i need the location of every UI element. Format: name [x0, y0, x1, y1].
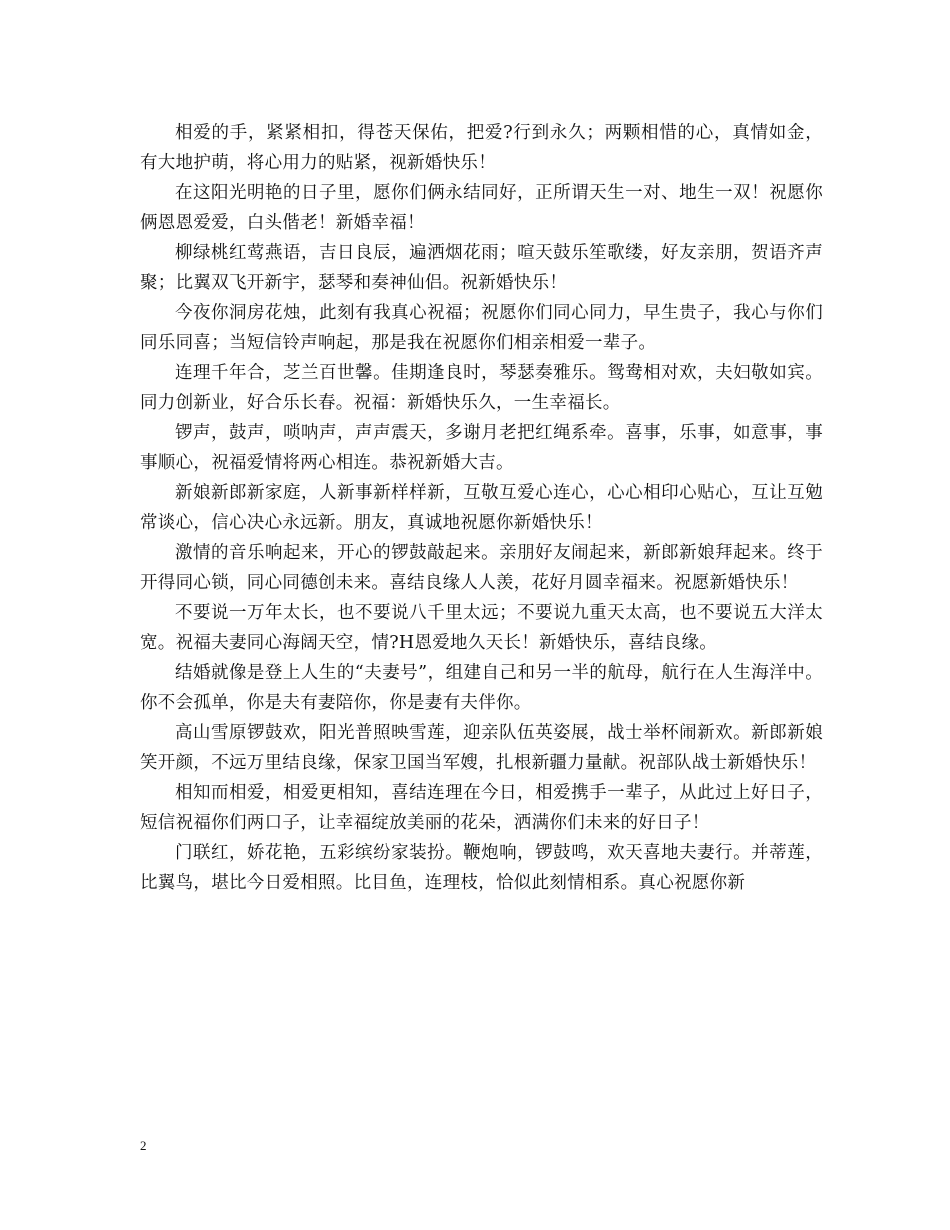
paragraph: 连理千年合，芝兰百世馨。佳期逢良时，琴瑟奏雅乐。鸳鸯相对欢，夫妇敬如宾。同力创新业，好合乐长春。祝福：新婚快乐久，一生幸福长。 — [140, 363, 823, 413]
paragraph: 在这阳光明艳的日子里，愿你们俩永结同好，正所谓天生一对、地生一双！祝愿你俩恩恩爱爱，白头偕老！新婚幸福！ — [140, 183, 823, 233]
paragraph: 相爱的手，紧紧相扣，得苍天保佑，把爱?行到永久；两颗相惜的心，真情如金，有大地护萌，将心用力的贴紧，视新婚快乐！ — [140, 123, 823, 173]
paragraph: 锣声，鼓声，唢呐声，声声震天，多谢月老把红绳系牵。喜事，乐事，如意事，事事顺心，祝福爱情将两心相连。恭祝新婚大吉。 — [140, 423, 823, 473]
paragraph: 今夜你洞房花烛，此刻有我真心祝福；祝愿你们同心同力，早生贵子，我心与你们同乐同喜；当短信铃声响起，那是我在祝愿你们相亲相爱一辈子。 — [140, 303, 823, 353]
paragraph: 门联红，娇花艳，五彩缤纷家装扮。鞭炮响，锣鼓鸣，欢天喜地夫妻行。并蒂莲，比翼鸟，堪比今日爱相照。比目鱼，连理枝，恰似此刻情相系。真心祝愿你新 — [140, 843, 823, 893]
paragraph: 新娘新郎新家庭，人新事新样样新，互敬互爱心连心，心心相印心贴心，互让互勉常谈心，信心决心永远新。朋友，真诚地祝愿你新婚快乐！ — [140, 483, 823, 533]
paragraph: 不要说一万年太长，也不要说八千里太远；不要说九重天太高，也不要说五大洋太宽。祝福夫妻同心海阔天空，情?H恩爱地久天长！新婚快乐，喜结良缘。 — [140, 603, 823, 653]
page-number: 2 — [140, 1138, 147, 1153]
paragraph: 结婚就像是登上人生的“夫妻号”，组建自己和另一半的航母，航行在人生海洋中。你不会孤单，你是夫有妻陪你，你是妻有夫伴你。 — [140, 663, 823, 713]
paragraph: 柳绿桃红莺燕语，吉日良辰，遍洒烟花雨；喧天鼓乐笙歌缕，好友亲朋，贺语齐声聚；比翼双飞开新宇，瑟琴和奏神仙侣。祝新婚快乐！ — [140, 243, 823, 293]
paragraph: 高山雪原锣鼓欢，阳光普照映雪莲，迎亲队伍英姿展，战士举杯闹新欢。新郎新娘笑开颜，不远万里结良缘，保家卫国当军嫂，扎根新疆力量献。祝部队战士新婚快乐！ — [140, 723, 823, 773]
document-body — [140, 118, 823, 898]
paragraph: 激情的音乐响起来，开心的锣鼓敲起来。亲朋好友闹起来，新郎新娘拜起来。终于开得同心锁，同心同德创未来。喜结良缘人人羡，花好月圆幸福来。祝愿新婚快乐！ — [140, 543, 823, 593]
paragraph: 相知而相爱，相爱更相知，喜结连理在今日，相爱携手一辈子，从此过上好日子，短信祝福你们两口子，让幸福绽放美丽的花朵，洒满你们未来的好日子！ — [140, 783, 823, 833]
